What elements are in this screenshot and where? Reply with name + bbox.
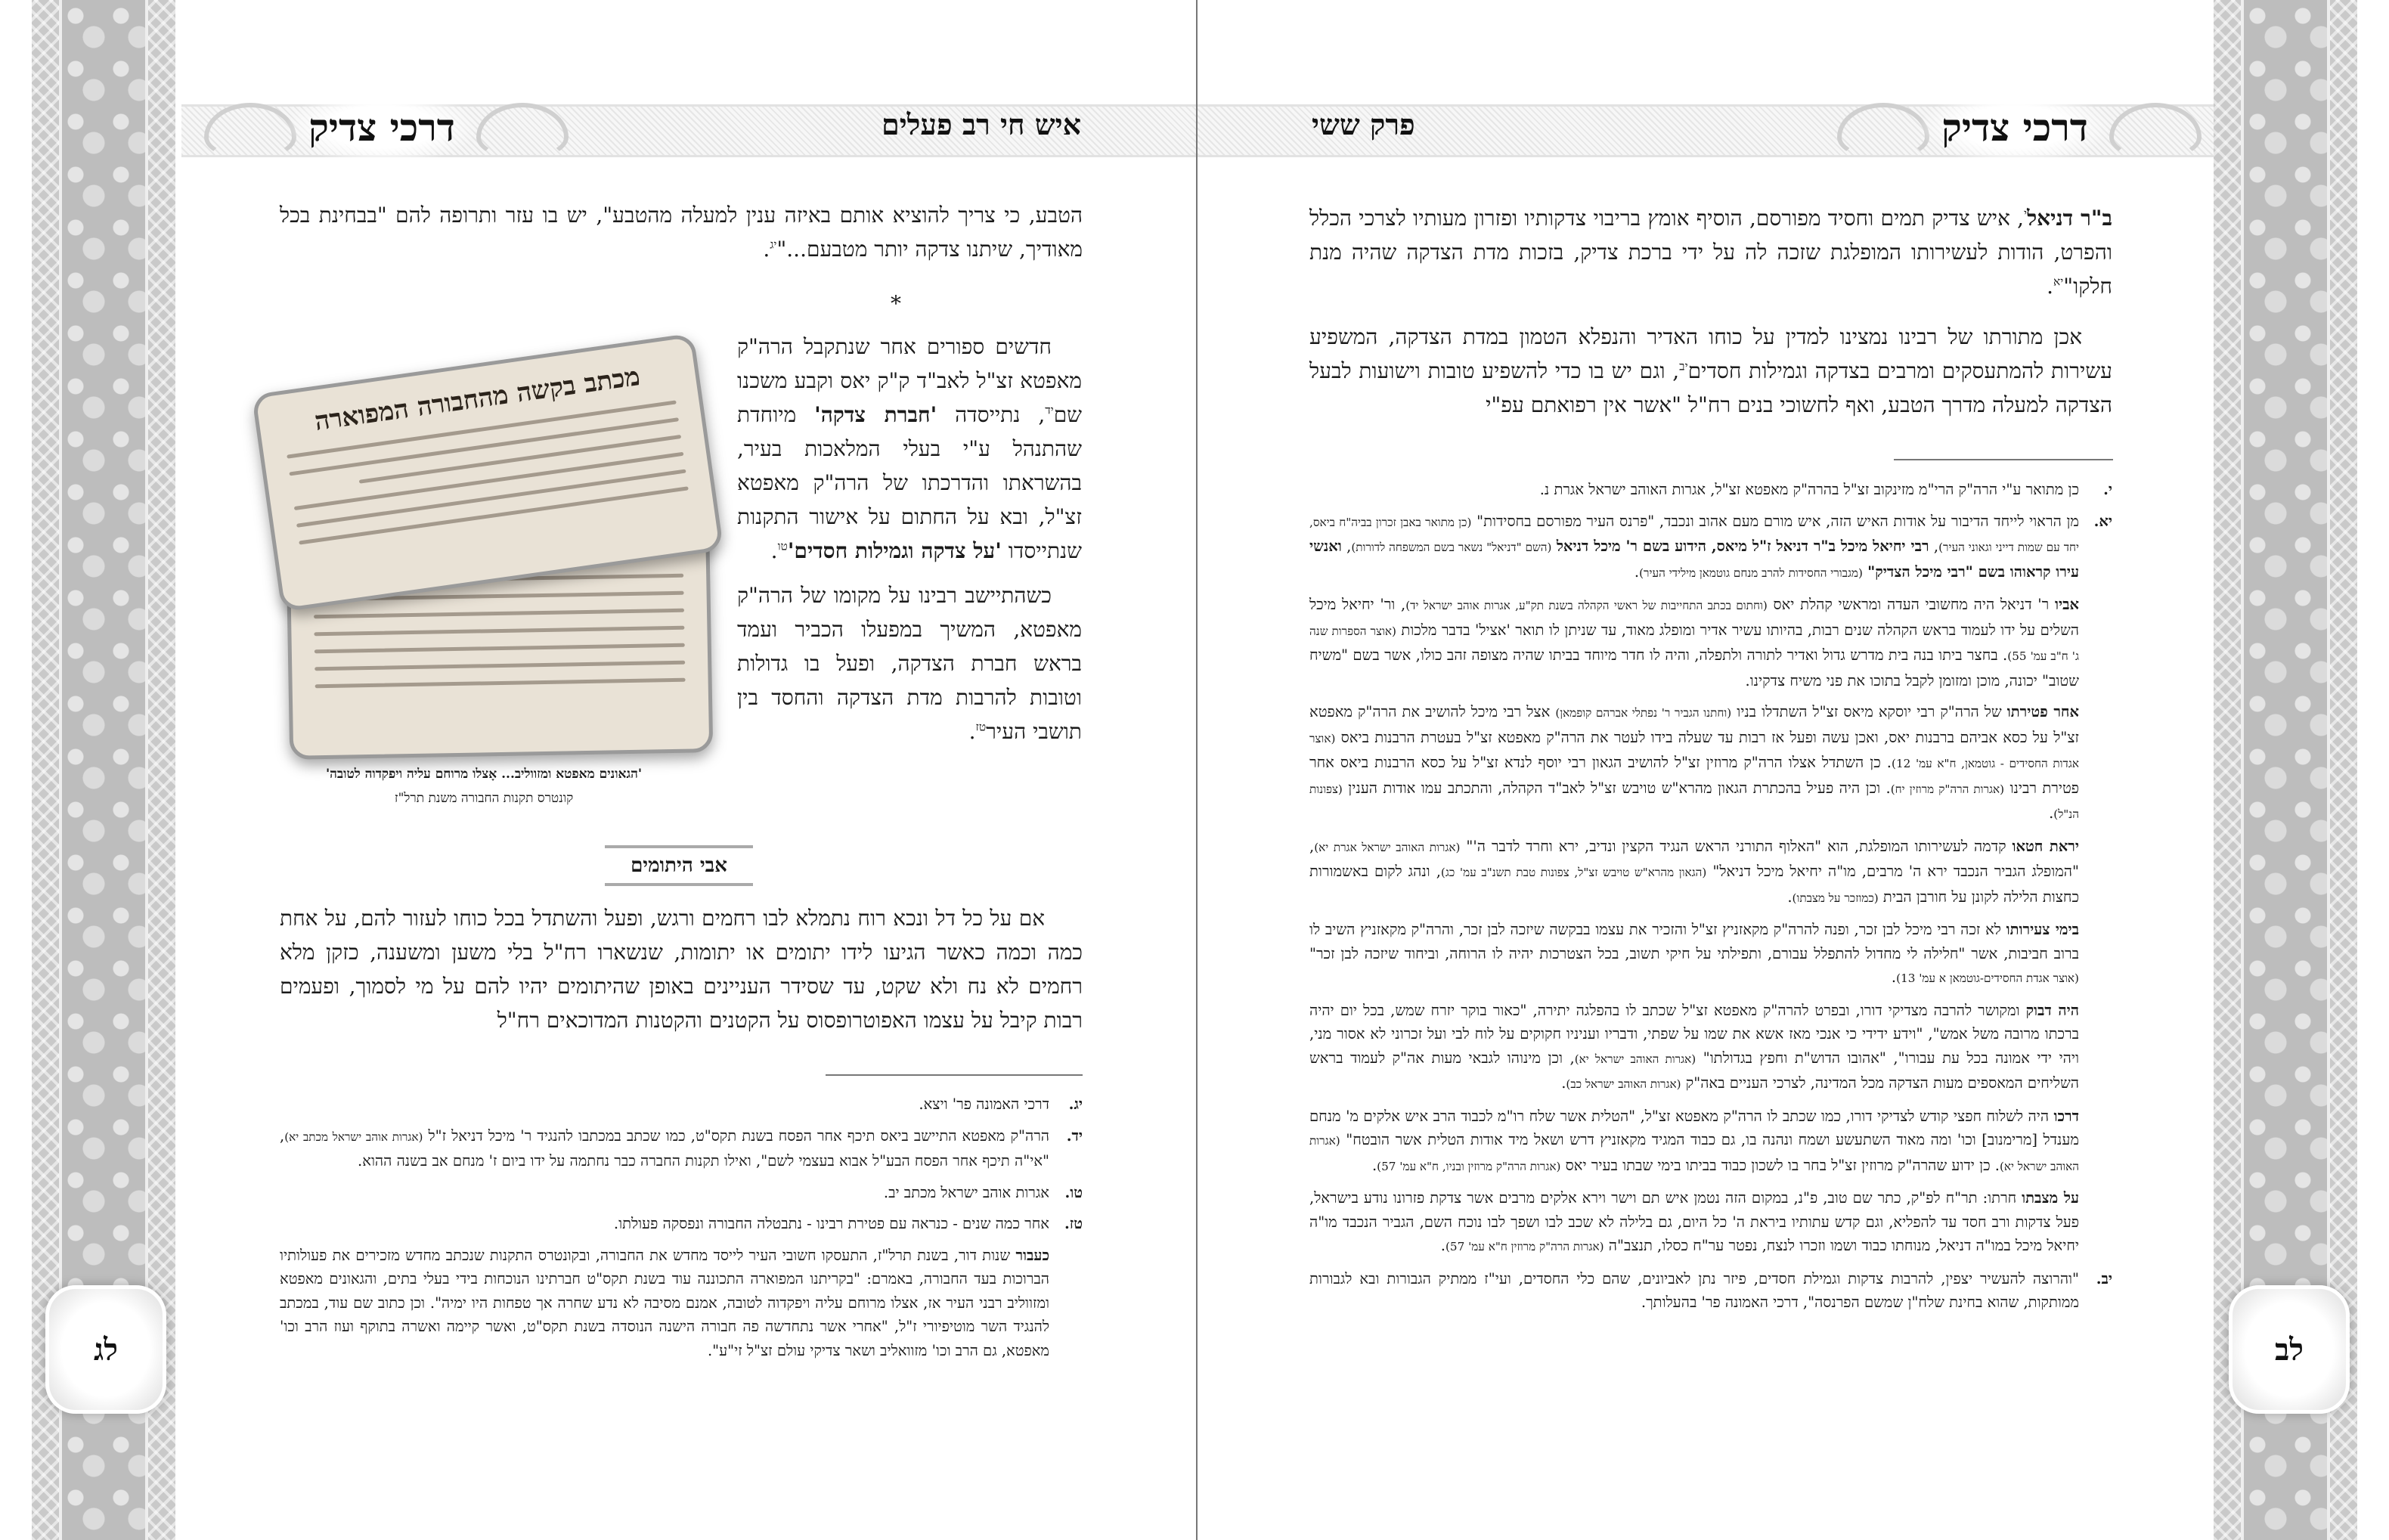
text-run: חרתו: תר"ח לפ"ק, כתר שם טוב, פ"נ, במקום הזה נטמן איש תם וישר וירא אלקים מרבים אשר צדקת פזרונו נודע בישראל, פעל צדקות ורב חסד עד להפליא, וגם קדש עתותיו ביראת ה' כל היום, גם בלילה לא שכב לבו ושפך לבו נוכח השם, הגביר הנכבד מו"ה יחיאל מיכל במו"ה דניאל, מנוחתו כבוד ושמו וזכרו לנצח, נפטר ער"ח כסלו, תנצב"ה [1309,1189,2079,1254]
text-run: . [1891,968,1897,986]
caption-source: קונטרס תקנות החבורה משנת תרל"ז [394,791,574,806]
text-run: אחר כמה שנים - כנראה עם פטירת רבינו - נתבטלה החבורה ונפסקה פעולתו. [613,1215,1049,1232]
footnote [1309,700,2112,827]
image-caption [272,762,696,810]
footnote-marker: יג [770,237,777,252]
footnote-label: יא. [2093,512,2112,530]
text-run: . [968,719,976,744]
bold-text: ואנשי עירו קראוהו בשם "רבי מיכל הצדיק" [1309,538,2079,581]
footnote [1309,1186,2112,1260]
right-page-footnotes [1309,478,2112,1322]
section-separator: * [891,291,901,316]
bold-text: יראת חטאו [2012,837,2079,855]
text-run: אגרות אוהב ישראל מכתב יב. [883,1183,1049,1201]
source-citation: (וחתום בכתב התחייבות של ראשי הקהלה בשנת תק"ע, אגרות אוהב ישראל יד) [1405,599,1768,612]
text-run: . [1561,1074,1566,1092]
text-run: כשהתיישב רבינו על מקומו של הרה"ק מאפטא, המשיך במפעלו הכביר ועמד בראש חברת הצדקה, ופעל בו גדולות וטובות להרבות מדת הצדקה והחסד בין תושבי העיר [737,583,1082,744]
left-page-section-paragraph [280,901,1083,1054]
text-run: , "אי"ה תיכף אחר הפסח הבע"ל אבוא בעצמי לשם", ואילו תקנות החברה כבר נחתמה על ידו ביום ז' מנחם אב בשנה ההוא. [280,1126,1049,1170]
right-page-main-text [1309,201,2112,438]
text-run: . [770,538,778,563]
footnote-marker: יד [1045,403,1054,417]
text-run: כן מתואר ע"י הרה"ק הרי"מ מזינקוב זצ"ל בהרה"ק מאפטא זצ"ל, אגרות האוהב ישראל אגרת נ. [1539,481,2079,498]
footnote [280,1092,1083,1117]
left-page-top-paragraph [280,198,1083,283]
running-title: איש חי רב פעלים [881,107,1081,141]
text-run: , ונהג לקום באשמורות כחצות הלילה לקונן על חורבן הבית [1309,863,2079,906]
book-title-emblem: דרכי צדיק [1920,89,2109,165]
bold-text: כעבור [1015,1246,1049,1264]
text-run: של הרה"ק רבי יוסקא מיאס זצ"ל השתדלו בניו [1731,703,2007,720]
source-citation: (הגאון מהרא"ש טויבש זצ"ל, צפונות טבת תשנ"ב עמ' כג) [1440,866,1707,879]
footnote-divider [826,1074,1083,1076]
source-citation: (אגרות אוהב ישראל מכתב יא) [284,1129,423,1144]
footnote-marker: טז [975,720,987,734]
text-run: , נתייסדה [937,402,1046,427]
text-run: . כן ידוע שהרה"ק מרוזין זצ"ל בחר בו לשכון כבוד בביתו בימי שבתו בעיר יאס [1560,1156,2000,1174]
text-run: הרה"ק מאפטא התיישב ביאס תיכף אחר הפסח בשנת תקס"ט, כמו שכתב במכתבו להנגיד ר' מיכל דניאל ז"ל [423,1126,1049,1145]
bold-text: 'על צדקה וגמילות חסדים' [787,538,1002,563]
source-citation: (השם "דניאל" נשאר בשם המשפחה לדורות) [1351,541,1552,554]
bold-text: 'חברת צדקה' [814,402,937,427]
footnote-label: יג. [1068,1095,1083,1113]
footnote [1309,999,2112,1097]
page-number: לג [45,1285,166,1414]
footnote-marker: י [2024,206,2028,221]
text-run: , איש צדיק תמים וחסיד מפורסם, הוסיף אומץ בריבוי צדקותיו ופזרון מעותיו לצרכי הכלל והפרט, הודות לעשירותו המופלגת שזכה לה על ידי ברכת צדיק, בזכות מדת הצדקה שהיה מנת חלקו" [1309,206,2112,299]
footnote-label: יב. [2096,1269,2112,1287]
text-run: . [2047,274,2054,299]
text-run: ומקושר להרבה מצדיקי דורו, ובפרט להרה"ק מאפטא זצ"ל שכתב לו בהפלגה יתירה, "כאור בוקר יזרח שמש, בכל יום יהיה ברכתו מרובה משל אמש", "וידע ידידי כי אנכי מאז אשא את שמו על שפתי, ודבריו ועניניו חקוקים על לוח לבי ועל זכרוני לא אסור מני, ויהי ידי אמונה בכל עת עבורו", "אהובו הדוש"ת וחפץ בגדולתו" [1309,1001,2079,1067]
source-citation: (אגרות האוהב ישראל יא) [1574,1052,1696,1066]
text-run: . בחצר ביתו בנה בית מדרש גדול ואדיר לתורה ולתפלה, והיה לו חדר מיוחד בביתו שהיה מצופה זהב כולו, אשר בשם "משיח שטוב" יכונה, מוכן ומזומן לקבל בתוכו את פני משיח צדקינו. [1309,646,2079,689]
bold-text: בימי צעירותו [2006,921,2080,938]
source-citation: (כמוזכר על מצבתו) [1792,891,1879,905]
text-run: . [1634,562,1640,581]
text-run: , [1929,538,1939,555]
text-run: . [763,237,770,262]
page-number: לב [2229,1285,2350,1414]
source-citation: (אגרות האוהב ישראל יא) [1309,1134,2079,1173]
source-citation: (צפונות הנ"ל) [1309,782,2079,821]
book-spine [1196,0,1198,1540]
source-citation: (וחתנו הגביר ר' נפתלי אברהם קופמאן) [1555,706,1732,720]
source-citation: (מגבורי החסידות להרב מנחם גוטמאן מילידי העיר) [1639,565,1863,580]
source-citation: (אגרות הרה"ק מרוזין יח) [1890,782,2005,796]
left-page-column-text [737,330,1082,759]
bold-text: אחר פטירתו [2006,703,2079,720]
text-run: חדשים ספורים אחר שנתקבל הרה"ק מאפטא זצ"ל לאב"ד ק"ק יאס וקבע משכנו שם [737,334,1082,427]
text-run: לא זכה רבי מיכל לבן זכר, ופנה להרה"ק מקאזניץ זצ"ל והזכיר את עצמו בבקשה שיזכה לבן זכר, והרה"ק מקאזניץ השיב לו ברוב חביבות, אשר "חלילה לי מחדול להתפלל עבורם, ותפילתי על חיקי תשוב, בכל הצטרכות יהיה לו הרוחה, וביחוד שיזכה לבן זכר" [1309,921,2079,962]
text-run: . [1787,888,1793,906]
footnote [1309,918,2112,991]
footnote [1309,593,2112,693]
source-citation: (אגרות האוהב ישראל אגרת יא) [1314,840,1461,854]
footnote [1309,1267,2112,1315]
text-run: ר' דניאל היה מחשובי העדה ומראשי קהלת יאס [1767,596,2055,613]
footnote [280,1244,1083,1363]
text-run: . [2049,804,2054,822]
source-citation: (אוצר הספרות שנה ג' ח"ב עמ' 55) [1309,624,2079,663]
text-run: "והרוצה להעשיר יצפין, להרבות צדקות וגמילת חסדים, פיזר נתן לאביונים, שהם כלי החסדים, ועי"ז ממתיק הגבורות ובא לגבורות ממותקות, שהוא בחינת שלח"ן שמשם הפרנסה", דרכי האמונה פר' בהעלותך. [1309,1269,2079,1311]
text-run: אצל רבי מיכל להושיב את הרה"ק מאפטא זצ"ל על כסא אביהם ברבנות יאס, ואכן עשה ופעל אז רבות עד שעלה בידו לעטר את הרה"ק מאפטא זצ"ל בעטרת הרבנות ביאס [1309,703,2079,746]
text-run: הטבע, כי צריך להוציא אותם באיזה ענין למעלה מהטבע", יש בו עזר ותרופה להם "בבחינת בכל מאודיך, שיתנו צדקה יותר מטבעם..." [280,203,1083,262]
source-citation: (אגרות האוהב ישראל כב) [1566,1077,1681,1091]
text-run: דרכי האמונה פר' ויצא. [919,1095,1049,1113]
bold-text: היה דבוק [2025,1001,2079,1019]
source-citation: (כן מתואר באבן זכרון בביה"ח ביאס, יחד עם שמות דייני וגאוני העיר) [1309,515,2079,554]
source-citation: (אוצר אגדת החסידים-גוטמאן א עמ' 13) [1896,971,2079,985]
document-title: מכתב בקשה מהחבורה המפוארה [312,361,642,437]
chapter-title: פרק ששי [1312,107,1415,141]
text-run: , וכן מינוהו לגבאי מעות אה"ק לעמוד בראש השליחים המאספים מעות הצדקה מכל המדינה, לצרכי העניים באה"ק [1309,1049,2079,1092]
footnote-label: טו. [1064,1183,1083,1201]
footnote-label: טז. [1064,1215,1083,1232]
book-title-emblem: דרכי צדיק [287,89,476,165]
historical-document-image [257,325,726,764]
footnote [280,1124,1083,1173]
footnote [280,1212,1083,1236]
text-run: שנות דור, בשנת תרל"ז, התעסקו חשובי העיר לייסד מחדש את החבורה, ובקונטרס התקנות שנכתב מחדש מזכירים את פעולותיו הברוכות בעד החבורה, באמרם: "בקריתנו המפוארה התכוננה עוד בשנת תקס"ט חברתינו הנוכחות בידי בעלי בתים, והגאונים מאפטא ומזווליב רבני העיר אז, אצלו מרוחם עליה ויפקדוה לטובה, אמנם מסיבה לא נדע שחרה אך טפחות היו ימיה". וכן כתוב שם עוד, במכתב להנגיד השר מוטיפיורי ז"ל, "אחרי אשר נתחדשה פה חבורה הישנה הנוסדה בשנת תקס"ט, ואשר קיימה ואשרה בתוקף ועוז הרב וכו' מאפטא, גם הרב וכו' מזוואליב ושאר צדיקי עולם זצ"ל זי"ע". [280,1246,1049,1359]
text-run: , [1341,538,1352,555]
text-run: מיוחדת שהתנהל ע"י בעלי המלאכות בעיר, בהשראתו והדרכתו של הרה"ק מאפטא זצ"ל, ובא על החתום על אישור התקנות שנתייסדו [737,402,1082,563]
text-run: . [1371,1156,1377,1174]
source-citation: (אגרות הרה"ק מרוזין ח"א עמ' 57) [1445,1240,1604,1253]
footnote-marker: טו [777,539,788,553]
bold-text: דרכו [2053,1107,2079,1125]
text-run: מן הראוי לייחד הדיבור על אודות האיש הזה, איש מורם מעם אהוב ונכבד, "פרנס העיר מפורסם בחסידות" [1471,512,2079,530]
text-run: היה לשלוח חפצי קודש לצדיקי דורו, כמו שכתב לו הרה"ק מאפטא זצ"ל, "הטלית אשר שלח רו"מ לכבוד הרב איש אלקים מ' מנחם מענדל [מרימנוב] וכו' ומה מאוד השתעשע ושמח ונהנה בו, גם כבוד המגיד מקאזניץ דרש ושאל מיד אודות הטלית אשר הובטח" [1309,1107,2079,1148]
footnote-label: יד. [1066,1126,1083,1145]
left-page-footnotes [280,1092,1083,1370]
footnote [1309,478,2112,502]
caption-quote: 'הגאונים מאפטא ומזווליב... אָצלו מרוחם עליה ויפקדוה לטובה' [325,767,643,782]
text-run: . וכן היה פעיל בהכתרת הגאון מהרא"ש טויבש זצ"ל לאב"ד הקהלה, והתכתב עמו אודות הענין [1342,779,1891,797]
source-citation: (אוצר אגדות החסידים - גוטמאן, ח"א עמ' 12) [1309,731,2079,770]
text-run: , "המופלג הגביר הנכבד ירא ה' מרבים, מו"ה יחיאל מיכל דניאל" [1309,837,2079,880]
bold-text: על מצבתו [2022,1189,2079,1207]
footnote [1309,510,2112,586]
text-run: אכן מתורתו של רבינו נמצינו למדין על כוחו האדיר והנפלא הטמון במדת הצדקה, המשפיע עשירות להמתעסקים ומרבים בצדקה וגמילות חסדים [1309,324,2112,383]
footnote [1309,1105,2112,1179]
bold-text: רבי יחיאל מיכל ב"ר דניאל ז"ל מיאס, הידוע בשם ר' מיכל דניאל [1556,538,1929,555]
bold-text: אביו [2054,596,2079,613]
footnote [1309,835,2112,911]
text-run: . [1440,1237,1445,1254]
bold-text: ב"ר דניאל [2027,206,2112,231]
text-run: , וגם יש בו כדי להשפיע טובות וישועות לבעל הצדקה למעלה מדרך הטבע, ואף לחשוכי בנים רח"ל "אשר אין רפואתם עפ"י [1309,358,2112,417]
text-run: קדמה לעשירותו המופלגת, הוא "האלוף התורני הראש הנגיד הקצין ונדיב, ירא וחרד לדבר ה'" [1460,837,2013,855]
text-run: , ור' יחיאל מיכל השלים על ידו לעמוד בראש הקהלה שנים רבות, בהיותו עשיר אדיר ומופלג מאוד, עד שניתן לו תואר 'אציל' בדבר מלכות [1309,596,2079,639]
text-run: אם על כל דל ונכא רוח נתמלא לבו רחמים ורגש, ופעל והשתדל בכל כוחו לעזור להם, על אחת כמה וכמה כאשר הגיעו לידו יתומים או יתומות, שנשארו רח"ל בלי משען ומשענה, כזקן מלא רחמים לא נח ולא שקט, עד שסידר העניינים באופן שהיתומים יהיו להם על מי לסמוך, ופעמים רבות קיבל על עצמו האפוטרופסוס על הקטנים והקטנות המדוכאים רח"ל [280,906,1083,1033]
text-run: . כן השתדל אצלו הרה"ק מרוזין זצ"ל להושיב הגאון רבי יוסף לנדא זצ"ל על כסא הרבנות ביאס אחר פטירת רבינו [1309,754,2079,797]
footnote-marker: יב [1679,359,1688,373]
footnote-label: י. [2103,481,2112,498]
footnote [280,1181,1083,1205]
footnote-divider [1894,459,2113,460]
source-citation: (אגרות הרה"ק מרוזין ובניו, ח"א עמ' 57) [1377,1159,1561,1173]
footnote-marker: יא [2053,274,2064,289]
section-heading: אבי היתומים [605,845,753,886]
